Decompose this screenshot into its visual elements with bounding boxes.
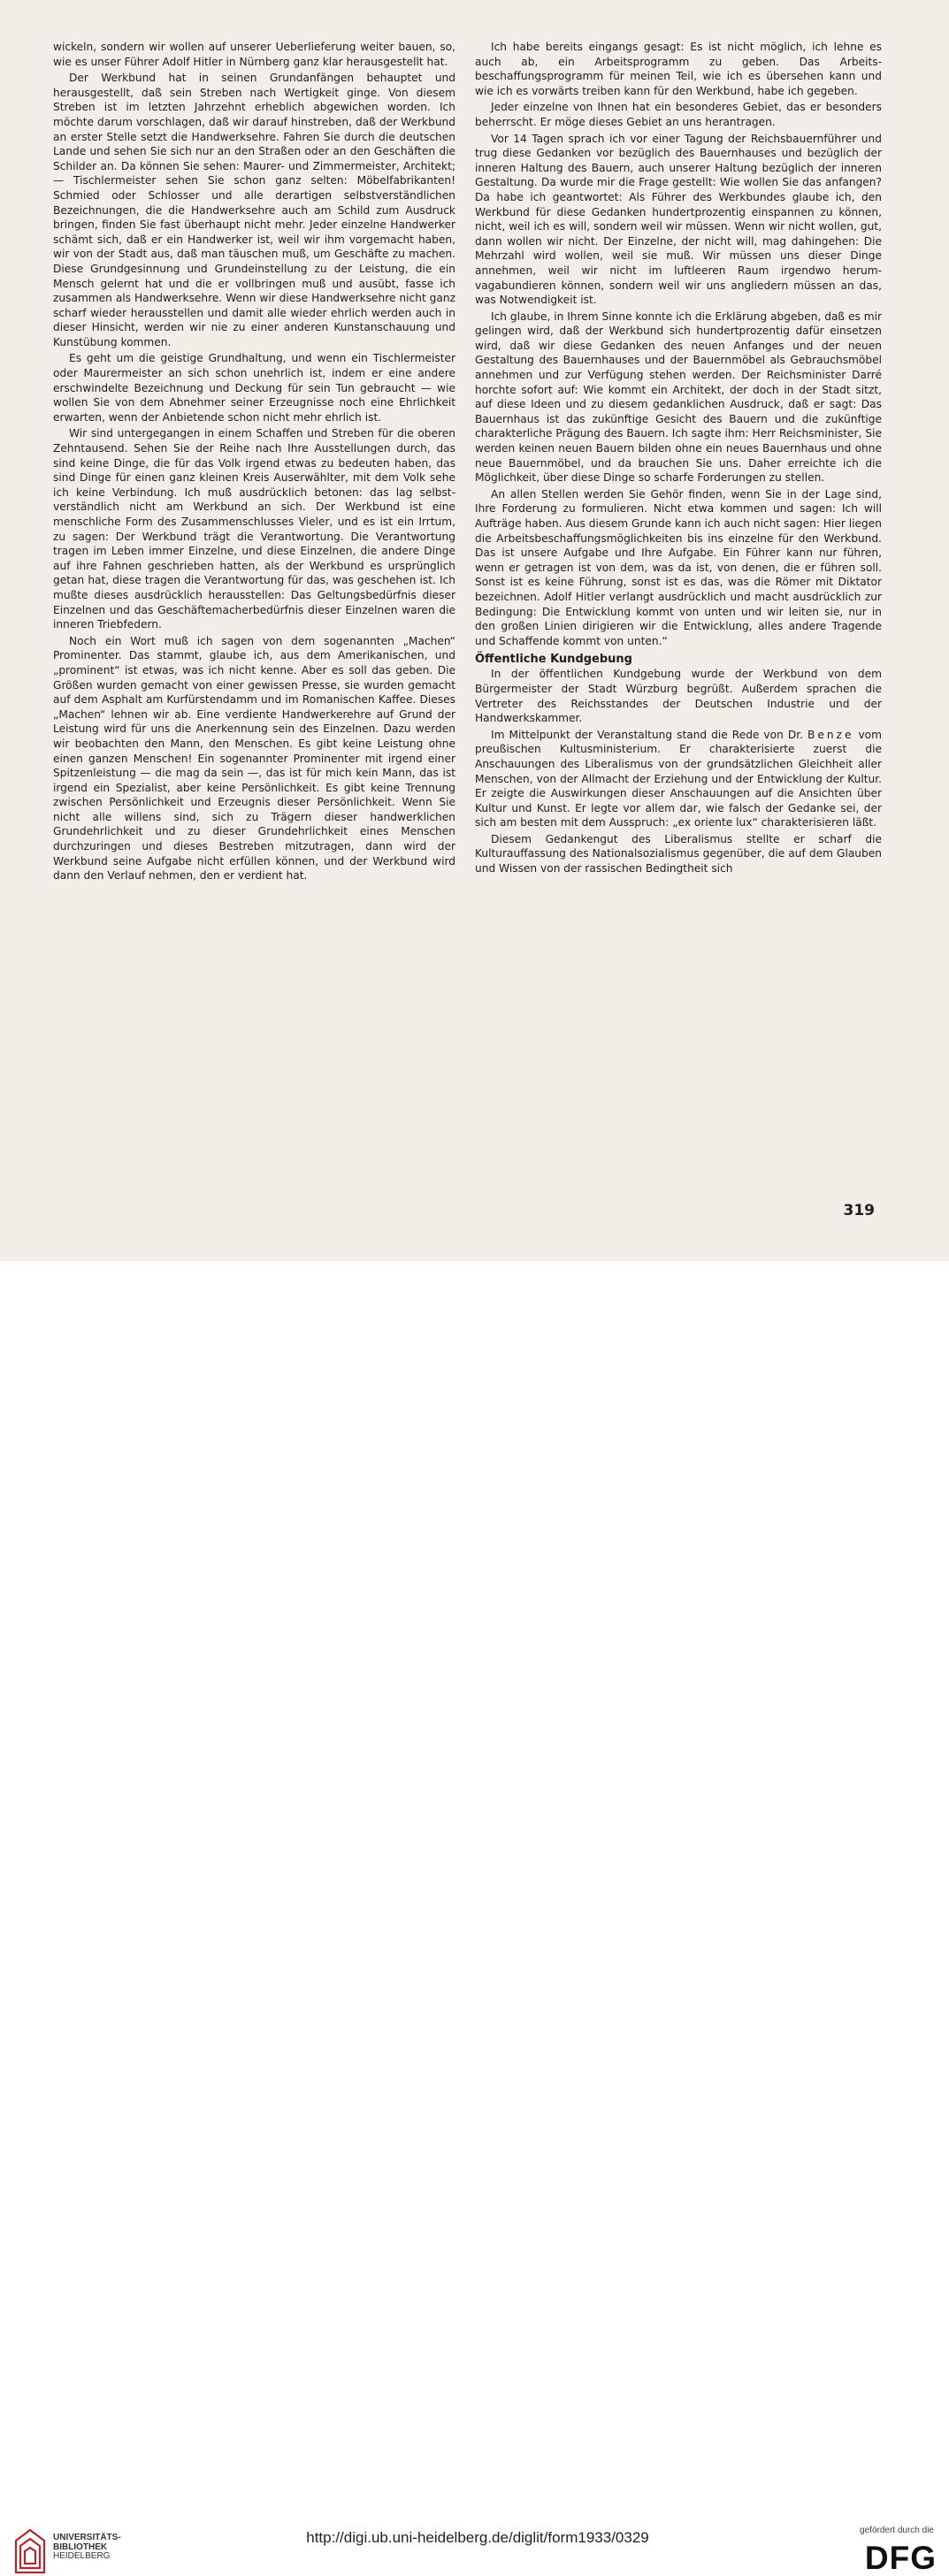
paragraph: [475, 728, 882, 830]
library-name-line: BIBLIOTHEK: [53, 2542, 108, 2552]
paragraph: Ich habe bereits eingangs gesagt: Es ist nicht möglich, ich lehne es auch ab, ein Arbeitsprogramm zu geben. Das Arbeitsbeschaffungsprogramm für meinen Teil, wie ich es übersehen kann und wie ich es vorwärts treiben kann für den Werkbund, habe ich gegeben.: [475, 41, 882, 97]
paragraph: Der Werkbund hat in seinen Grundanfängen behauptet und herausgestellt, daß sein Streben nach Wertigkeit ginge. Von diesem Streben ist im letzten Jahrzehnt erheblich abgewichen worden. Ich möchte darum vorschlagen, daß wir darauf hinstreben, daß der Werkbund an erster Stelle setzt die Handwerksehre. Fahren Sie durch die deutschen Lande und sehen Sie sich nur an den Straßen oder an den Geschäften die Schilder an. Da können Sie sehen: Maurer- und Zimmermeister, Architekt; — Tischlermeister sehen Sie schon ganz selten: Möbelfabrikanten! Schmied oder Schlosser und alle derartigen selbstverständlichen Bezeichnungen, die die Handwerksehre auch am Schild zum Ausdruck bringen, finden Sie fast überhaupt nicht mehr. Jeder einzelne Handwerker schämt sich, daß er ein Handwerker ist, weil wir ihm vorgemacht haben, wir von der Stadt aus, daß man täuschen muß, um Geschäfte zu machen. Diese Grundgesinnung und Grundeinstellung zu der Leistung, die ein Mensch gelernt hat und die er vollbringen muß und ausübt, fasse ich zusammen als Handwerksehre. Wenn wir diese Handwerksehre nicht ganz scharf wieder herausstellen und damit alle wieder ehrlich werden auch in dieser Hinsicht, werden wir nie zu einer anderen Kunstanschauung und Kunstübung kommen.: [53, 72, 455, 348]
paragraph: Jeder einzelne von Ihnen hat ein besonderes Gebiet, das er besonders beherrscht. Er möge dieses Gebiet an uns herantragen.: [475, 101, 882, 128]
paragraph: Es geht um die geistige Grundhaltung, und wenn ein Tischlermeister oder Maurermeister an sich schon unehrlich ist, indem er eine andere erschwindelte Bezeichnung und Deckung für sein Tun gebraucht — wie wollen Sie von dem Abnehmer seiner Erzeugnisse noch eine Ehrlichkeit erwarten, wenn der Anbietende schon nicht mehr ehrlich ist.: [53, 352, 455, 424]
paragraph: Ich glaube, in Ihrem Sinne konnte ich die Erklärung abgeben, daß es mir gelingen wird, daß der Werkbund sich hundertprozentig dafür einsetzen wird, daß wir diese Gedanken des neuen Anfanges und der neuen Gestaltung des Bauernhauses und der Bauernmöbel als Gebrauchsmöbel annehmen und zur Verfügung stehen werden. Der Reichsminister Darré horchte sofort auf: Wie kommt ein Architekt, der doch in der Stadt sitzt, auf diese Ideen und zu diesem gedanklichen Ausdruck, daß er sagt: Das Bauernhaus ist das zukünftige Gesicht des Bauern und die zukünftige charakterliche Prägung des Bauern. Ich sagte ihm: Herr Reichsminister, Sie werden keinen neuen Bauern bilden ohne ein neues Bauernhaus und ohne neue Bauernmöbel, und da brauchen Sie uns. Daher erreichte ich die Möglichkeit, über diese Dinge so scharfe Forderungen zu stellen.: [475, 310, 882, 485]
permalink-url[interactable]: http://digi.ub.uni-heidelberg.de/diglit/form1933/0329: [306, 2529, 649, 2546]
paragraph: wickeln, sondern wir wollen auf unserer Ueberlieferung weiter bauen, so, wie es unser Führer Adolf Hitler in Nürnberg ganz klar herausgestellt hat.: [53, 41, 455, 68]
university-library-logo-icon: [12, 2526, 48, 2576]
paragraph: Wir sind untergegangen in einem Schaffen und Streben für die oberen Zehntausend. Sehen Sie der Reihe nach Ihre Ausstellungen durch, das sind keine Dinge, die für das Volk irgend etwas zu bedeuten haben, das sind Dinge für einen ganz kleinen Kreis Auserwählter, mit dem Volk sehe ich keine Verbindung. Ich muß ausdrücklich betonen: das lag selbstverständlich nicht am Werkbund an sich. Der Werkbund ist eine menschliche Form des Zusammenschlusses Vieler, und es ist ein Irrtum, zu sagen: Der Werkbund trägt die Verantwortung. Die Verantwortung tragen im Leben immer Einzelne, und diese Einzelnen, die andere Dinge auf ihre Fahnen geschrieben hatten, als der Werkbund es ursprünglich getan hat, diese tragen die Verantwortung für das, was geschehen ist. Ich mußte dieses ausdrücklich herausstellen: Das Geltungsbedürfnis dieser Einzelnen und das Geschäftemacherbedürfnis dieser Einzelnen waren die inneren Triebfedern.: [53, 427, 455, 631]
dfg-logo: DFG: [864, 2540, 937, 2576]
right-text-column: [475, 40, 882, 878]
library-name: [53, 2534, 121, 2562]
paragraph-text: vom preußischen Kultusministerium. Er charakterisierte zuerst die Anschauungen des Liberalismus von der grundsätzlichen Gleichheit aller Menschen, von der Allmacht der Erziehung und der Entwicklung der Kultur. Er zeigte die Auswirkungen dieser Anschauungen auf die Ansichten über Kultur und Kunst. Er legte vor allem dar, wie falsch der Gedanke sei, der sich am besten mit dem Ausspruch: „ex oriente lux“ charakterisieren läßt.: [475, 728, 882, 829]
page-number: 319: [843, 1202, 875, 1219]
library-name-line: UNIVERSITÄTS-: [53, 2533, 121, 2542]
footer-bar: [0, 1261, 949, 2576]
paragraph: In der öffentlichen Kundgebung wurde der Werkbund von dem Bürgermeister der Stadt Würzburg begrüßt. Außerdem sprachen die Vertreter des Reichsstandes der Deutschen Industrie und der Handwerkskammer.: [475, 668, 882, 725]
scanned-page: [0, 0, 949, 1261]
spaced-name: Benze: [807, 728, 854, 741]
paragraph: Diesem Gedankengut des Liberalismus stellte er scharf die Kulturauffassung des Nationalsozialismus gegenüber, die auf dem Glauben und Wissen von der rassischen Bedingtheit sich: [475, 832, 882, 875]
library-name-line: HEIDELBERG: [53, 2551, 111, 2561]
funded-by-label: gefördert durch die: [860, 2526, 934, 2535]
left-text-column: [53, 40, 455, 885]
section-heading: Öffentliche Kundgebung: [475, 653, 632, 667]
paragraph: Vor 14 Tagen sprach ich vor einer Tagung der Reichsbauernführer und trug diese Gedanken vor bezüglich des Bauernhauses und bezüglich der inneren Haltung des Bauern, auch unserer Haltung bezüglich der inneren Gestaltung. Da wurde mir die Frage gestellt: Wie wollen Sie das anfangen? Da habe ich geantwortet: Als Führer des Werkbundes glaube ich, den Werkbund für diese Gedanken hundertprozentig einspannen zu können, nicht, weil ich es will, sondern weil wir müssen. Wenn wir nicht wollen, gut, dann wollen wir nicht. Der Einzelne, der nicht will, mag dahingehen: Die Mehrzahl wird wollen, weil sie muß. Wir müssen uns dieser Dinge annehmen, weil wir nicht im luftleeren Raum irgendwo herumvagabundieren können, sondern weil wir uns angliedern müssen an das, was Notwendigkeit ist.: [475, 132, 882, 307]
paragraph: An allen Stellen werden Sie Gehör finden, wenn Sie in der Lage sind, Ihre Forderung zu formulieren. Nicht etwa kommen und sagen: Ich will Aufträge haben. Aus diesem Grunde kann ich auch nicht sagen: Hier liegen die Arbeitsbeschaffungsmöglichkeiten bis ins einzelne für den Werkbund. Das ist unsere Aufgabe und Ihre Aufgabe. Ein Führer kann nur führen, wenn er getragen ist von dem, was da ist, von denen, die er führen soll. Sonst ist es keine Führung, sonst ist es das, was die Römer mit Diktator bezeichnen. Adolf Hitler verlangt ausdrücklich und macht ausdrücklich zur Bedingung: Die Entwicklung kommt von unten und wir leiten sie, nur in den großen Linien dirigieren wir die Entwicklung, alles andere Tragende und Schaffende kommt von unten.“: [475, 487, 882, 647]
paragraph: Noch ein Wort muß ich sagen von dem sogenannten „Machen“ Prominenter. Das stammt, glaube ich, aus dem Amerikanischen, und „prominent“ ist etwas, was ich nicht kenne. Aber es soll das geben. Die Größen wurden gemacht von einer gewissen Presse, sie wurden gemacht auf dem Asphalt am Kurfürstendamm und im Romanischen Kaffee. Dieses „Machen“ lehnen wir ab. Eine verdiente Handwerkerehre auf Grund der Leistung wird für uns die Anerkennung sein des Einzelnen. Dazu werden wir beobachten den Mann, den Menschen. Es gibt keine Leistung ohne einen ganzen Menschen! Ein sogenannter Prominenter mit irgend einer Spitzenleistung — die mag da sein —, das ist für mich kein Mann, das ist irgend ein Spezialist, aber keine Persönlichkeit. Es gibt keine Trennung zwischen Persönlichkeit und Erzeugnis dieser Persönlichkeit. Wenn Sie nicht alle willens sind, sich zu Trägern dieser handwerklichen Grundehrlichkeit und zu dieser Grundehrlichkeit eines Menschen durchzuringen und dieses Bestreben mitzutragen, dann wird der Werkbund seine Aufgabe nicht erfüllen können, und der Werkbund wird dann den Verlauf nehmen, den er verdient hat.: [53, 634, 455, 883]
paragraph-text: Im Mittelpunkt der Veranstaltung stand die Rede von Dr.: [491, 728, 803, 741]
